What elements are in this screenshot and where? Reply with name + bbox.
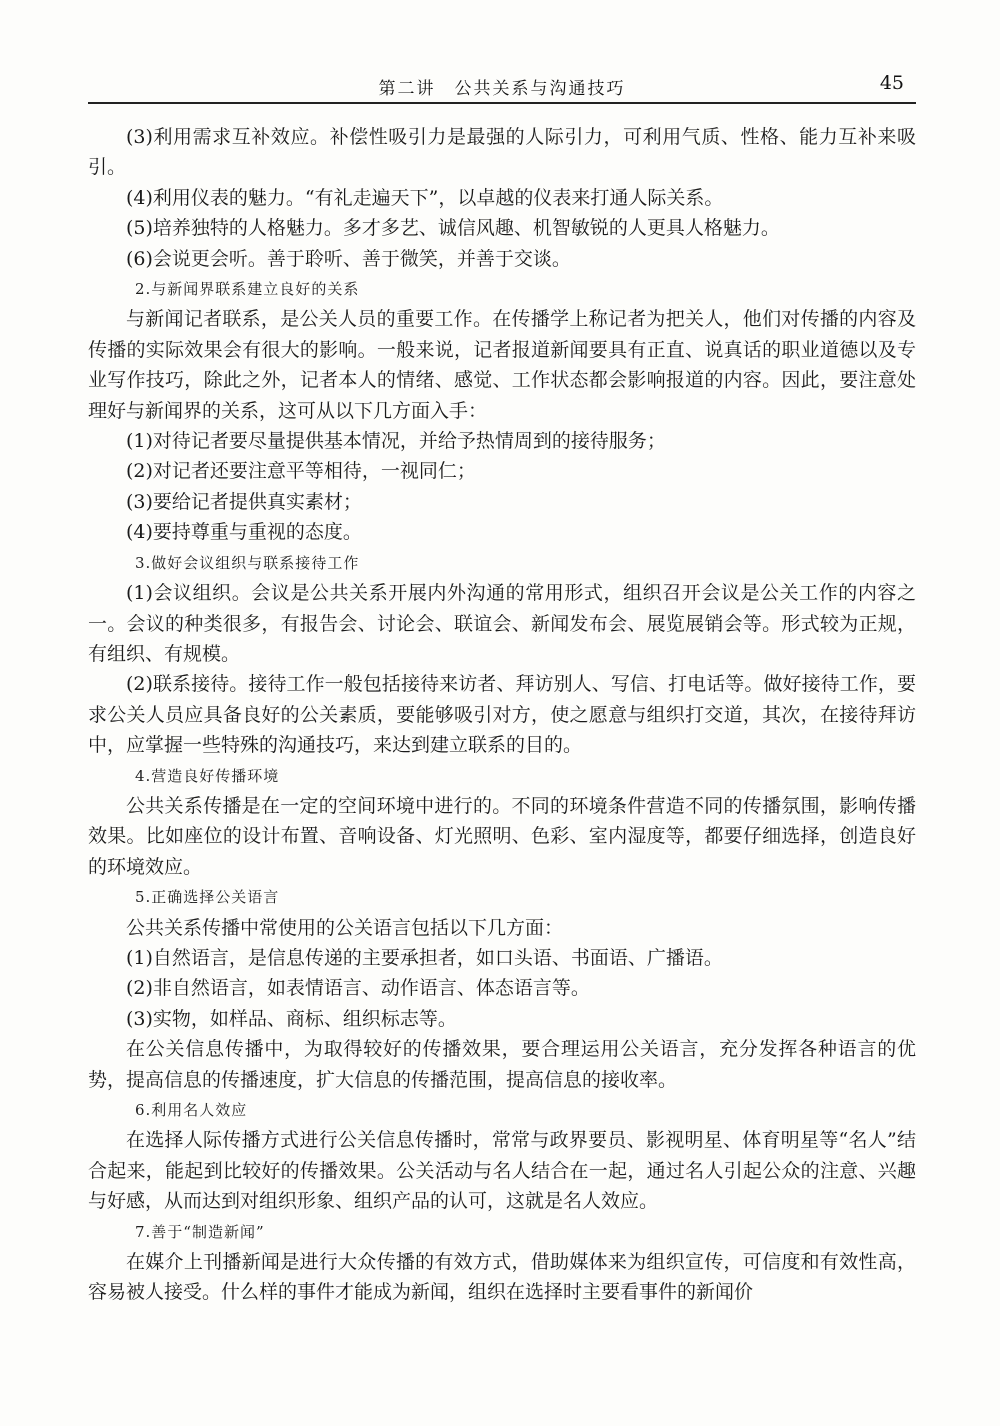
section-heading: 2.与新闻界联系建立良好的关系 <box>135 280 360 299</box>
paragraph: (5)培养独特的人格魅力。多才多艺、诚信风趣、机智敏锐的人更具人格魅力。 <box>126 217 780 240</box>
paragraph: 公共关系传播中常使用的公关语言包括以下几方面： <box>126 916 564 939</box>
section-heading: 7.善于“制造新闻” <box>135 1222 265 1241</box>
page-number: 45 <box>879 72 904 94</box>
paragraph: (4)要持尊重与重视的态度。 <box>126 521 362 544</box>
paragraph: (1)自然语言，是信息传递的主要承担者，如口头语、书面语、广播语。 <box>126 946 723 969</box>
paragraph: (3)要给记者提供真实素材； <box>126 490 362 513</box>
paragraph: (2)联系接待。接待工作一般包括接待来访者、拜访别人、写信、打电话等。做好接待工作，要求公关人员应具备良好的公关素质，要能够吸引对方，使之愿意与组织打交道，其次，在接待拜访中，应掌握一些特殊的沟通技巧，来达到建立联系的目的。 <box>88 673 916 757</box>
running-header <box>88 70 916 104</box>
paragraph: (2)非自然语言，如表情语言、动作语言、体态语言等。 <box>126 977 590 1000</box>
paragraph: (6)会说更会听。善于聆听、善于微笑，并善于交谈。 <box>126 247 571 270</box>
body-text <box>88 122 916 1308</box>
header-rule <box>88 102 916 104</box>
paragraph: (2)对记者还要注意平等相待，一视同仁； <box>126 460 476 483</box>
paragraph: (1)对待记者要尽量提供基本情况，并给予热情周到的接待服务； <box>126 430 666 453</box>
section-heading: 6.利用名人效应 <box>135 1101 248 1119</box>
chapter-title: 第二讲 公共关系与沟通技巧 <box>378 79 626 99</box>
paragraph: 与新闻记者联系，是公关人员的重要工作。在传播学上称记者为把关人，他们对传播的内容及传播的实际效果会有很大的影响。一般来说，记者报道新闻要具有正直、说真话的职业道德以及专业写作技巧，除此之外，记者本人的情绪、感觉、工作状态都会影响报道的内容。因此，要注意处理好与新闻界的关系，这可从以下几方面入手： <box>88 308 916 422</box>
section-heading: 4.营造良好传播环境 <box>135 766 280 785</box>
paragraph: (1)会议组织。会议是公共关系开展内外沟通的常用形式，组织召开会议是公关工作的内容之一。会议的种类很多，有报告会、讨论会、联谊会、新闻发布会、展览展销会等。形式较为正规，有组织、有规模。 <box>88 582 916 665</box>
section-heading: 3.做好会议组织与联系接待工作 <box>135 553 360 572</box>
paragraph: 在公关信息传播中，为取得较好的传播效果，要合理运用公关语言，充分发挥各种语言的优势，提高信息的传播速度，扩大信息的传播范围，提高信息的接收率。 <box>88 1038 916 1091</box>
paragraph: (4)利用仪表的魅力。“有礼走遍天下”，以卓越的仪表来打通人际关系。 <box>126 186 724 209</box>
paragraph: 在媒介上刊播新闻是进行大众传播的有效方式，借助媒体来为组织宣传，可信度和有效性高，容易被人接受。什么样的事件才能成为新闻，组织在选择时主要看事件的新闻价 <box>88 1251 916 1304</box>
paragraph: 公共关系传播是在一定的空间环境中进行的。不同的环境条件营造不同的传播氛围，影响传播效果。比如座位的设计布置、音响设备、灯光照明、色彩、室内湿度等，都要仔细选择，创造良好的环境效应。 <box>88 794 916 878</box>
paragraph: (3)利用需求互补效应。补偿性吸引力是最强的人际引力，可利用气质、性格、能力互补来吸引。 <box>88 126 916 179</box>
section-heading: 5.正确选择公关语言 <box>135 888 280 907</box>
paragraph: 在选择人际传播方式进行公关信息传播时，常常与政界要员、影视明星、体育明星等“名人”结合起来，能起到比较好的传播效果。公关活动与名人结合在一起，通过名人引起公众的注意、兴趣与好感，从而达到对组织形象、组织产品的认可，这就是名人效应。 <box>88 1129 916 1213</box>
paragraph: (3)实物，如样品、商标、组织标志等。 <box>126 1007 457 1030</box>
